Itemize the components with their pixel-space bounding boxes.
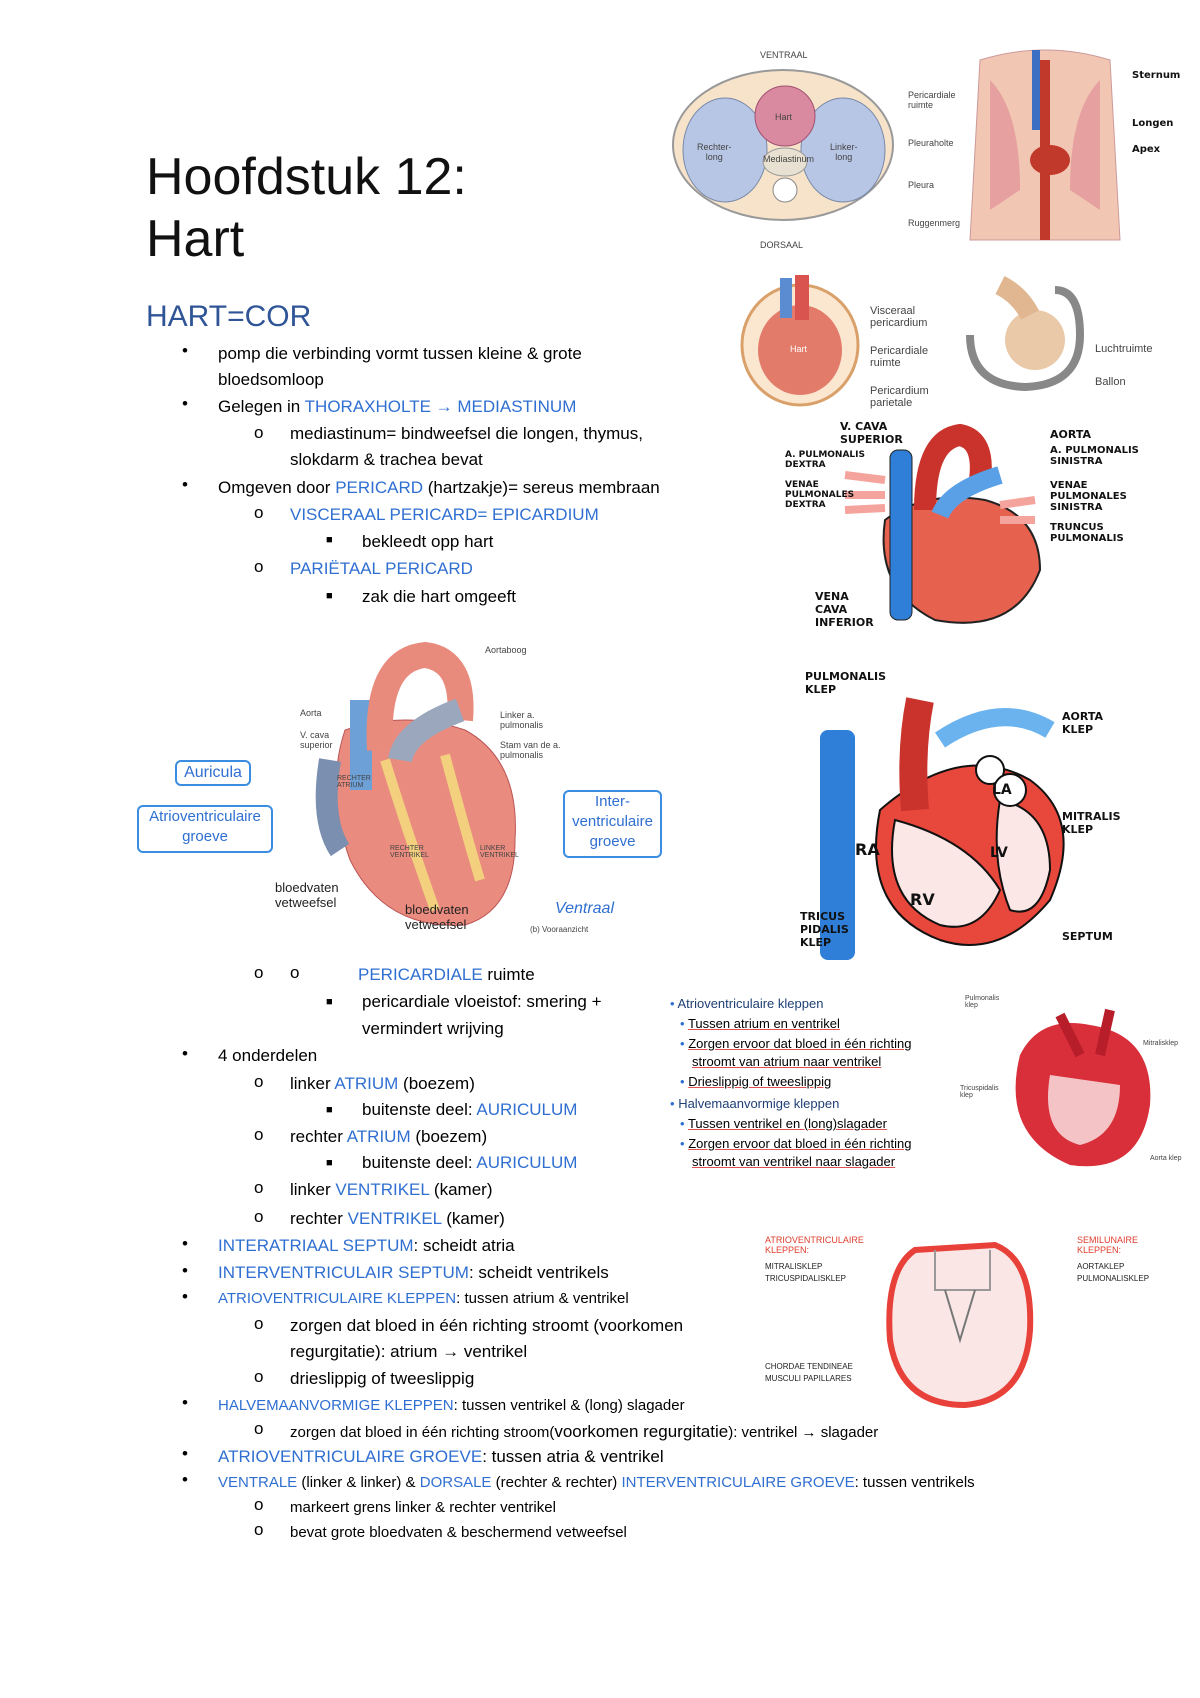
sketch-label-tricuspidalis: TRICUSPIDALISKLEP: [765, 1274, 846, 1283]
balloon-label-air: Luchtruimte: [1095, 343, 1153, 355]
bullet-o: o: [254, 1495, 264, 1514]
bullet-dot: •: [182, 1261, 188, 1280]
pericardium-label-space: Pericardiale ruimte: [870, 345, 929, 369]
slide-item: • Tussen ventrikel en (long)slagader: [680, 1116, 887, 1131]
bullet-o: o: [290, 963, 300, 982]
label-aorta: Aorta: [300, 708, 322, 718]
title-line-2: Hart: [146, 210, 245, 268]
bullet-o: o: [254, 1419, 264, 1438]
note-item: PARIËTAAL PERICARD: [290, 559, 473, 578]
vessel-label-truncus: TRUNCUS PULMONALIS: [1050, 522, 1124, 544]
label-stam: Stam van de a. pulmonalis: [500, 740, 561, 760]
label-lv: LINKER VENTRIKEL: [480, 845, 519, 859]
bullet-o: o: [254, 1178, 264, 1197]
sketch-label-semilunar: SEMILUNAIRE KLEPPEN:: [1077, 1235, 1139, 1255]
note-item: 4 onderdelen: [218, 1046, 318, 1065]
thorax-label-mediastinum: Mediastinum: [763, 154, 815, 164]
sketch-label-chordae: CHORDAE TENDINEAE: [765, 1362, 853, 1371]
note-item: Omgeven door PERICARD (hartzakje)= sereus membraan: [218, 478, 660, 497]
bullet-square: ■: [326, 1104, 333, 1116]
vessel-label-apd: A. PULMONALIS DEXTRA: [785, 450, 865, 470]
valve-label-aorta: AORTA KLEP: [1062, 710, 1104, 736]
label-ra: RECHTER ATRIUM: [337, 775, 371, 789]
bullet-square: ■: [326, 534, 333, 546]
label-rv: RECHTER VENTRIKEL: [390, 845, 429, 859]
note-item: Gelegen in THORAXHOLTE → MEDIASTINUM: [218, 397, 577, 416]
thorax-label-bottom: DORSAAL: [760, 240, 804, 250]
note-item: ATRIOVENTRICULAIRE KLEPPEN: tussen atrium & ventrikel: [218, 1290, 629, 1307]
vessel-label-aps: A. PULMONALIS SINISTRA: [1050, 445, 1139, 467]
bullet-o: o: [254, 1125, 264, 1144]
slide-item: • Drieslippig of tweeslippig: [680, 1074, 832, 1089]
valves-slide-text: [670, 995, 960, 1195]
heart-vessels-figure: [785, 420, 1180, 645]
external-heart-figure: [135, 640, 665, 940]
section-heading: HART=COR: [146, 300, 312, 333]
vessel-label-vci: VENA CAVA INFERIOR: [815, 590, 874, 629]
note-item: zorgen dat bloed in één richting stroomt (voorkomen: [290, 1316, 684, 1335]
label-av-groove: Atrioventriculaire groeve: [137, 805, 273, 853]
note-item: INTERATRIAAL SEPTUM: scheidt atria: [218, 1236, 515, 1255]
title-line-1: Hoofdstuk 12:: [146, 148, 467, 206]
label-vcava: V. cava superior: [300, 730, 333, 750]
note-item: VENTRALE (linker & linker) & DORSALE (rechter & rechter) INTERVENTRICULAIRE GROEVE: tussen ventrikels: [218, 1474, 975, 1491]
pericardium-label-visceral: Visceraal pericardium: [870, 305, 928, 329]
valve-label-rv: RV: [910, 890, 935, 909]
valve-label-pulmonalis: PULMONALIS KLEP: [805, 670, 887, 696]
bullet-dot: •: [182, 1287, 188, 1306]
label-ventraal: Ventraal: [555, 900, 614, 917]
heart-valves-figure: [800, 670, 1170, 970]
balloon-illustration: [960, 275, 1090, 395]
bullet-dot: •: [182, 341, 188, 360]
note-item: drieslippig of tweeslippig: [290, 1369, 475, 1388]
bullet-o: o: [254, 503, 264, 522]
note-item: linker VENTRIKEL (kamer): [290, 1180, 493, 1199]
page-title: [146, 146, 467, 270]
thorax-label-right-lung: Rechter- long: [697, 142, 732, 162]
vessel-label-vcs: V. CAVA SUPERIOR: [840, 420, 903, 446]
label-blood-vessels-1: bloedvaten vetweefsel: [275, 880, 339, 910]
slide-heading: • Atrioventriculaire kleppen: [670, 996, 824, 1011]
thorax-label-spinal-cord: Ruggenmerg: [908, 218, 961, 228]
valve-label-lv: LV: [990, 845, 1008, 861]
bullet-square: ■: [326, 996, 333, 1008]
bullet-o: o: [254, 1207, 264, 1226]
note-item: pericardiale vloeistof: smering +: [362, 992, 602, 1011]
bullet-dot: •: [182, 1444, 188, 1463]
label-aanzicht: (b) Vooraanzicht: [530, 925, 589, 934]
pericardium-label-hart: Hart: [790, 344, 808, 354]
valve-label-tricuspidalis: TRICUS PIDALIS KLEP: [800, 910, 849, 949]
bullet-square: ■: [326, 590, 333, 602]
sketch-label-mitralis: MITRALISKLEP: [765, 1262, 823, 1271]
vessel-label-vps: VENAE PULMONALES SINISTRA: [1050, 480, 1127, 513]
bullet-o: o: [254, 557, 264, 576]
pericardium-label-parietal: Pericardium parietale: [870, 385, 929, 409]
vessel-label-vpd: VENAE PULMONALES DEXTRA: [785, 480, 855, 510]
photo-label-pulmonalis: Pulmonalis klep: [965, 995, 1000, 1009]
chest-figure: [960, 40, 1180, 250]
note-item: HALVEMAANVORMIGE KLEPPEN: tussen ventrikel & (long) slagader: [218, 1397, 685, 1414]
note-item: vermindert wrijving: [362, 1019, 504, 1038]
label-iv-groove: Inter- ventriculaire groeve: [563, 790, 662, 858]
bullet-dot: •: [182, 1393, 188, 1412]
note-item: zak die hart omgeeft: [362, 587, 517, 606]
note-item: rechter ATRIUM (boezem): [290, 1127, 488, 1146]
chest-label-sternum: Sternum: [1132, 70, 1181, 81]
note-item: linker ATRIUM (boezem): [290, 1074, 475, 1093]
pericardium-illustration: [735, 270, 865, 410]
label-auricula: Auricula: [175, 760, 251, 786]
thorax-cross-section-figure: [665, 50, 965, 255]
thorax-label-top: VENTRAAL: [760, 50, 808, 60]
photo-label-mitralis: Mitralisklep: [1143, 1040, 1179, 1047]
bullet-o: o: [254, 1072, 264, 1091]
valves-sketch-illustration: [765, 1230, 1185, 1410]
note-item: INTERVENTRICULAIR SEPTUM: scheidt ventrikels: [218, 1263, 609, 1282]
valve-label-ra: RA: [855, 840, 880, 859]
note-item: rechter VENTRIKEL (kamer): [290, 1209, 505, 1228]
sketch-label-aortaklep: AORTAKLEP: [1077, 1262, 1125, 1271]
bullet-dot: •: [182, 1044, 188, 1063]
sketch-label-pulmonalisklep: PULMONALISKLEP: [1077, 1274, 1150, 1283]
valve-label-la: LA: [992, 782, 1012, 798]
thorax-label-hart: Hart: [775, 112, 793, 122]
slide-item: stroomt van atrium naar ventrikel: [692, 1054, 882, 1069]
note-item: zorgen dat bloed in één richting stroom(voorkomen regurgitatie): ventrikel → slagader: [290, 1422, 879, 1441]
valves-photo-figure: [960, 995, 1195, 1175]
bullet-dot: •: [182, 1470, 188, 1489]
note-item: mediastinum= bindweefsel die longen, thymus,: [290, 424, 643, 443]
valve-label-septum: SEPTUM: [1062, 930, 1113, 943]
pericardium-figure: [735, 270, 965, 420]
note-item: PERICARDIALE ruimte: [358, 965, 535, 984]
note-item: bekleedt opp hart: [362, 532, 494, 551]
slide-item: • Zorgen ervoor dat bloed in één richting: [680, 1036, 912, 1051]
label-aortaboog: Aortaboog: [485, 645, 527, 655]
slide-heading: • Halvemaanvormige kleppen: [670, 1096, 840, 1111]
photo-label-aorta: Aorta klep: [1150, 1155, 1182, 1162]
bullet-dot: •: [182, 394, 188, 413]
slide-item: stroomt van ventrikel naar slagader: [692, 1154, 896, 1169]
note-item: bloedsomloop: [218, 370, 324, 389]
thorax-label-pleura: Pleura: [908, 180, 935, 190]
note-item: slokdarm & trachea bevat: [290, 450, 483, 469]
valves-sketch-figure: [765, 1230, 1185, 1410]
label-linker-a: Linker a. pulmonalis: [500, 710, 544, 730]
note-item: VISCERAAL PERICARD= EPICARDIUM: [290, 505, 599, 524]
slide-item: • Tussen atrium en ventrikel: [680, 1016, 840, 1031]
chest-label-apex: Apex: [1132, 144, 1161, 155]
note-item: regurgitatie): atrium → ventrikel: [290, 1342, 528, 1361]
sketch-label-av: ATRIOVENTRICULAIRE KLEPPEN:: [765, 1235, 864, 1255]
slide-item: • Zorgen ervoor dat bloed in één richting: [680, 1136, 912, 1151]
balloon-analogy-figure: [960, 275, 1190, 400]
sketch-label-musculi: MUSCULI PAPILLARES: [765, 1374, 852, 1383]
bullet-o: o: [254, 1314, 264, 1333]
label-blood-vessels-2: bloedvaten vetweefsel: [405, 902, 469, 932]
note-item: markeert grens linker & rechter ventrikel: [290, 1499, 556, 1516]
bullet-dot: •: [182, 475, 188, 494]
bullet-o: o: [254, 1520, 264, 1539]
note-item: bevat grote bloedvaten & beschermend vetweefsel: [290, 1524, 627, 1541]
note-item: pomp die verbinding vormt tussen kleine & grote: [218, 344, 582, 363]
chest-label-lungs: Longen: [1132, 118, 1174, 129]
chest-illustration: [960, 40, 1130, 250]
thorax-label-left-lung: Linker- long: [830, 142, 858, 162]
thorax-label-pleural-cavity: Pleuraholte: [908, 138, 954, 148]
thorax-label-pericardial-space: Pericardiale ruimte: [908, 90, 956, 110]
vessel-label-aorta: AORTA: [1050, 428, 1092, 441]
photo-label-tricuspidalis: Tricuspidalis klep: [960, 1085, 999, 1099]
note-item: buitenste deel: AURICULUM: [362, 1153, 578, 1172]
bullet-square: ■: [326, 1157, 333, 1169]
valve-label-mitralis: MITRALIS KLEP: [1062, 810, 1121, 836]
bullet-o: o: [254, 423, 264, 442]
note-item: buitenste deel: AURICULUM: [362, 1100, 578, 1119]
bullet-o: o: [254, 1367, 264, 1386]
balloon-label-balloon: Ballon: [1095, 376, 1126, 388]
bullet-dot: •: [182, 1234, 188, 1253]
note-item: ATRIOVENTRICULAIRE GROEVE: tussen atria & ventrikel: [218, 1447, 664, 1466]
bullet-o: o: [254, 963, 264, 982]
